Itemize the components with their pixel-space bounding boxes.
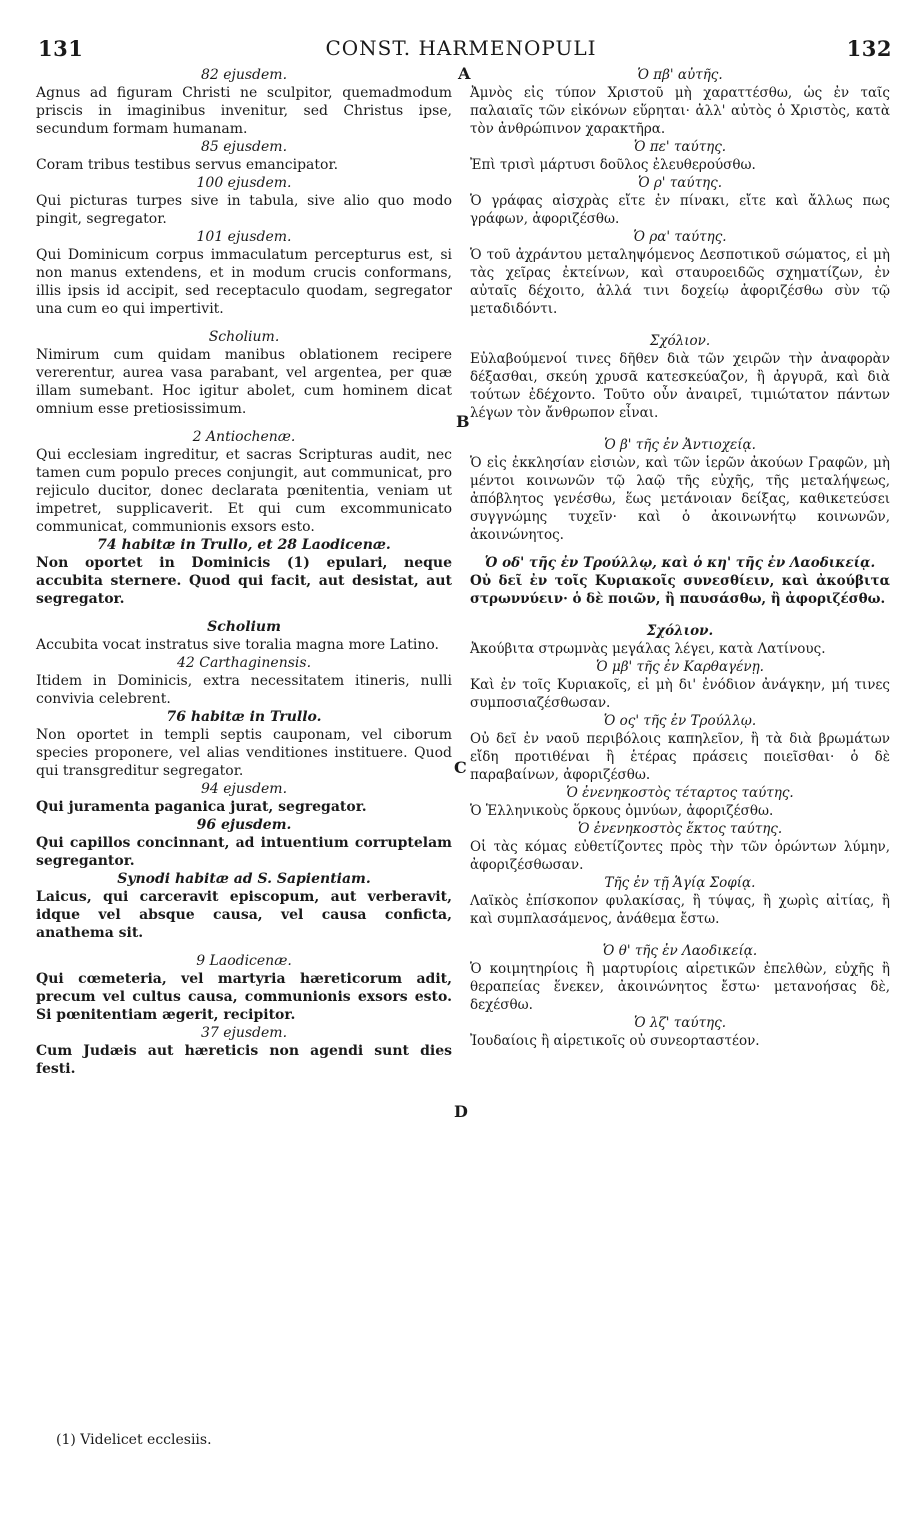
spacer: [470, 608, 890, 622]
latin-heading: 74 habitæ in Trullo, et 28 Laodicenæ.: [97, 537, 391, 553]
latin-paragraph: Agnus ad figuram Christi ne sculpitor, quemadmodum priscis in imaginibus invenitur, sed Christus ipse, secundum formam humanam.: [36, 85, 452, 137]
latin-heading: 101 ejusdem.: [196, 229, 292, 245]
latin-paragraph: Itidem in Dominicis, extra necessitatem itineris, nulli convivia celebrent.: [36, 673, 452, 707]
spacer: [36, 418, 452, 428]
spacer: [470, 928, 890, 942]
greek-paragraph: Οὐ δεῖ ἐν ναοῦ περιβόλοις καπηλεῖον, ἢ τὰ διὰ βρωμάτων εἴδη προτιθέναι ἢ ἑτέρας πράσεις ποιεῖσθαι· ὁ δὲ παραβαίνων, ἀφοριζέσθω.: [470, 731, 890, 783]
latin-paragraph: Qui Dominicum corpus immaculatum percepturus est, si non manus extendens, et in modum crucis conformans, illis ipsis id accipit, sed receptaculo quodam, segregator una cum eo qui impertivit.: [36, 247, 452, 317]
latin-heading: 94 ejusdem.: [200, 781, 288, 797]
latin-heading: 42 Carthaginensis.: [176, 655, 312, 671]
greek-heading: Ὁ θ' τῆς ἐν Λαοδικείᾳ.: [602, 943, 758, 959]
greek-paragraph: Ὁ τοῦ ἀχράντου μεταληψόμενος Δεσποτικοῦ σώματος, εἰ μὴ τὰς χεῖρας ἐκτείνων, καὶ σταυροειδῶς σχηματίζων, ἐν αὐταῖς δέχοιτο, ἀλλά τινι δοχείῳ ἀφοριζέσθω σὺν τῷ μεταδιδόντι.: [470, 247, 890, 317]
latin-paragraph: Accubita vocat instratus sive toralia magna more Latino.: [36, 637, 439, 653]
greek-heading: Ὁ πε' ταύτης.: [633, 139, 727, 155]
latin-heading: 9 Laodicenæ.: [196, 953, 292, 969]
greek-heading: Ὁ ἐνενηκοστὸς ἕκτος ταύτης.: [577, 821, 783, 837]
latin-paragraph: Nimirum cum quidam manibus oblationem recipere vererentur, aurea vasa parabant, vel argentea, per quæ illam sumebant. Hoc igitur abolet, cum hominem dicat omnium esse pretiosissimum.: [36, 347, 452, 417]
greek-heading: Ὁ πβ' αὐτῆς.: [637, 67, 723, 83]
latin-heading: 96 ejusdem.: [196, 817, 292, 833]
greek-paragraph: Ἰουδαίοις ἢ αἱρετικοῖς οὐ συνεορταστέον.: [470, 1033, 760, 1049]
latin-heading: Scholium: [207, 619, 281, 635]
spacer: [36, 608, 452, 618]
latin-paragraph: Laicus, qui carceravit episcopum, aut verberavit, idque vel absque causa, vel causa conficta, anathema sit.: [36, 889, 452, 941]
latin-heading: 85 ejusdem.: [200, 139, 288, 155]
latin-heading: 37 ejusdem.: [200, 1025, 288, 1041]
latin-heading: 82 ejusdem.: [200, 67, 288, 83]
greek-heading: Ὁ ἐνενηκοστὸς τέταρτος ταύτης.: [566, 785, 794, 801]
greek-heading: Ὁ ος' τῆς ἐν Τρούλλῳ.: [603, 713, 757, 729]
latin-heading: Scholium.: [208, 329, 280, 345]
greek-heading: Ὁ β' τῆς ἐν Ἀντιοχείᾳ.: [604, 437, 756, 453]
greek-paragraph: Ἀκούβιτα στρωμνὰς μεγάλας λέγει, κατὰ Λατίνους.: [470, 641, 826, 657]
margin-letter-c: C: [454, 758, 467, 777]
greek-paragraph: Ὁ κοιμητηρίοις ἢ μαρτυρίοις αἱρετικῶν ἐπελθὼν, εὐχῆς ἢ θεραπείας ἕνεκεν, ἀκοινώνητος ἔστω· μετανοήσας δὲ, δεχέσθω.: [470, 961, 890, 1013]
greek-paragraph: Εὐλαβούμενοί τινες δῆθεν διὰ τῶν χειρῶν τὴν ἀναφορὰν δέξασθαι, σκεύη χρυσᾶ κατεσκεύαζον, ἢ ἀργυρᾶ, καὶ διὰ τούτων ἐδέχοντο. Τοῦτο οὖν ἀναιρεῖ, τιμιώτατον πάντων λέγων τὸν ἄνθρωπον εἶναι.: [470, 351, 890, 421]
latin-paragraph: Qui ecclesiam ingreditur, et sacras Scripturas audit, nec tamen cum populo preces conjungit, aut communicat, pro rejiculo ducitor, donec declarata pœnitentia, veniam ut impetret, supplicaverit. Et qui cum excommunicato communicat, communionis exsors esto.: [36, 447, 452, 535]
page-number-left: 131: [38, 36, 84, 61]
latin-paragraph: Coram tribus testibus servus emancipator.: [36, 157, 339, 173]
greek-column: [470, 66, 890, 1050]
latin-column: [36, 66, 452, 1078]
greek-paragraph: Ὁ γράφας αἰσχρὰς εἴτε ἐν πίνακι, εἴτε καὶ ἄλλως πως γράφων, ἀφοριζέσθω.: [470, 193, 890, 227]
greek-heading: Ὁ λζ' ταύτης.: [634, 1015, 726, 1031]
latin-paragraph: Qui capillos concinnant, ad intuentium corruptelam segregantor.: [36, 835, 452, 869]
margin-letter-d: D: [454, 1102, 468, 1121]
greek-paragraph: Οὐ δεῖ ἐν τοῖς Κυριακοῖς συνεσθίειν, καὶ ἀκούβιτα στρωννύειν· ὁ δὲ ποιῶν, ἢ παυσάσθω, ἢ ἀφοριζέσθω.: [470, 573, 890, 607]
margin-letter-a: A: [458, 64, 471, 83]
spacer: [470, 422, 890, 436]
spacer: [36, 318, 452, 328]
greek-heading: Τῆς ἐν τῇ Ἁγίᾳ Σοφίᾳ.: [604, 875, 756, 891]
margin-letter-b: B: [456, 412, 470, 431]
greek-paragraph: Καὶ ἐν τοῖς Κυριακοῖς, εἰ μὴ δι' ἐνόδιον ἀνάγκην, μή τινες συμποσιαζέσθωσαν.: [470, 677, 890, 711]
latin-heading: 76 habitæ in Trullo.: [166, 709, 322, 725]
greek-paragraph: Ἀμνὸς εἰς τύπον Χριστοῦ μὴ χαραττέσθω, ὡς ἐν ταῖς παλαιαῖς τῶν εἰκόνων εὕρηται· ἀλλ' αὐτὸς ὁ Χριστὸς, κατὰ τὸν ἀνθρώπινον χαρακτῆρα.: [470, 85, 890, 137]
latin-paragraph: Cum Judæis aut hæreticis non agendi sunt dies festi.: [36, 1043, 452, 1077]
latin-heading: 100 ejusdem.: [196, 175, 292, 191]
page-number-right: 132: [846, 36, 892, 61]
latin-heading: Synodi habitæ ad S. Sapientiam.: [117, 871, 371, 887]
greek-heading: Σχόλιον.: [646, 623, 714, 639]
footnote: (1) Videlicet ecclesiis.: [56, 1432, 212, 1448]
greek-heading: Ὁ ρ' ταύτης.: [637, 175, 723, 191]
greek-paragraph: Ἐπὶ τρισὶ μάρτυσι δοῦλος ἐλευθερούσθω.: [470, 157, 756, 173]
running-title: CONST. HARMENOPULI: [325, 36, 597, 60]
latin-paragraph: Non oportet in templi septis cauponam, vel ciborum species proponere, vel alias venditiones instituere. Quod qui transgreditur segregator.: [36, 727, 452, 779]
greek-heading: Ὁ ρα' ταύτης.: [633, 229, 727, 245]
latin-heading: 2 Antiochenæ.: [192, 429, 296, 445]
greek-paragraph: Ὁ εἰς ἐκκλησίαν εἰσιὼν, καὶ τῶν ἱερῶν ἀκούων Γραφῶν, μὴ μέντοι κοινωνῶν τῷ λαῷ τῆς εὐχῆς, τῆς μεταλήψεως, ἀπόβλητος γενέσθω, ἕως μετάνοιαν δείξας, καθικετεύσει συγγνώμης τυχεῖν· καὶ ὁ ἀκοινωνήτῳ κοινωνῶν, ἀκοινώνητος.: [470, 455, 890, 543]
greek-heading: Ὁ οδ' τῆς ἐν Τρούλλῳ, καὶ ὁ κη' τῆς ἐν Λαοδικείᾳ.: [484, 555, 876, 571]
spacer: [470, 318, 890, 332]
greek-heading: Ὁ μβ' τῆς ἐν Καρθαγένῃ.: [596, 659, 764, 675]
latin-paragraph: Qui picturas turpes sive in tabula, sive alio quo modo pingit, segregator.: [36, 193, 452, 227]
latin-paragraph: Non oportet in Dominicis (1) epulari, neque accubita sternere. Quod qui facit, aut desistat, aut segregator.: [36, 555, 452, 607]
spacer: [470, 544, 890, 554]
spacer: [36, 942, 452, 952]
greek-paragraph: Λαϊκὸς ἐπίσκοπον φυλακίσας, ἢ τύψας, ἢ χωρὶς αἰτίας, ἢ καὶ συμπλασάμενος, ἀνάθεμα ἔστω.: [470, 893, 890, 927]
latin-paragraph: Qui cœmeteria, vel martyria hæreticorum adit, precum vel cultus causa, communionis exsors esto. Si pœnitentiam ægerit, recipitor.: [36, 971, 452, 1023]
latin-paragraph: Qui juramenta paganica jurat, segregator.: [36, 799, 367, 815]
greek-paragraph: Ὁ Ἑλληνικοὺς ὅρκους ὀμνύων, ἀφοριζέσθω.: [470, 803, 774, 819]
greek-paragraph: Οἱ τὰς κόμας εὐθετίζοντες πρὸς τὴν τῶν ὁρώντων λύμην, ἀφοριζέσθωσαν.: [470, 839, 890, 873]
greek-heading: Σχόλιον.: [649, 333, 711, 349]
